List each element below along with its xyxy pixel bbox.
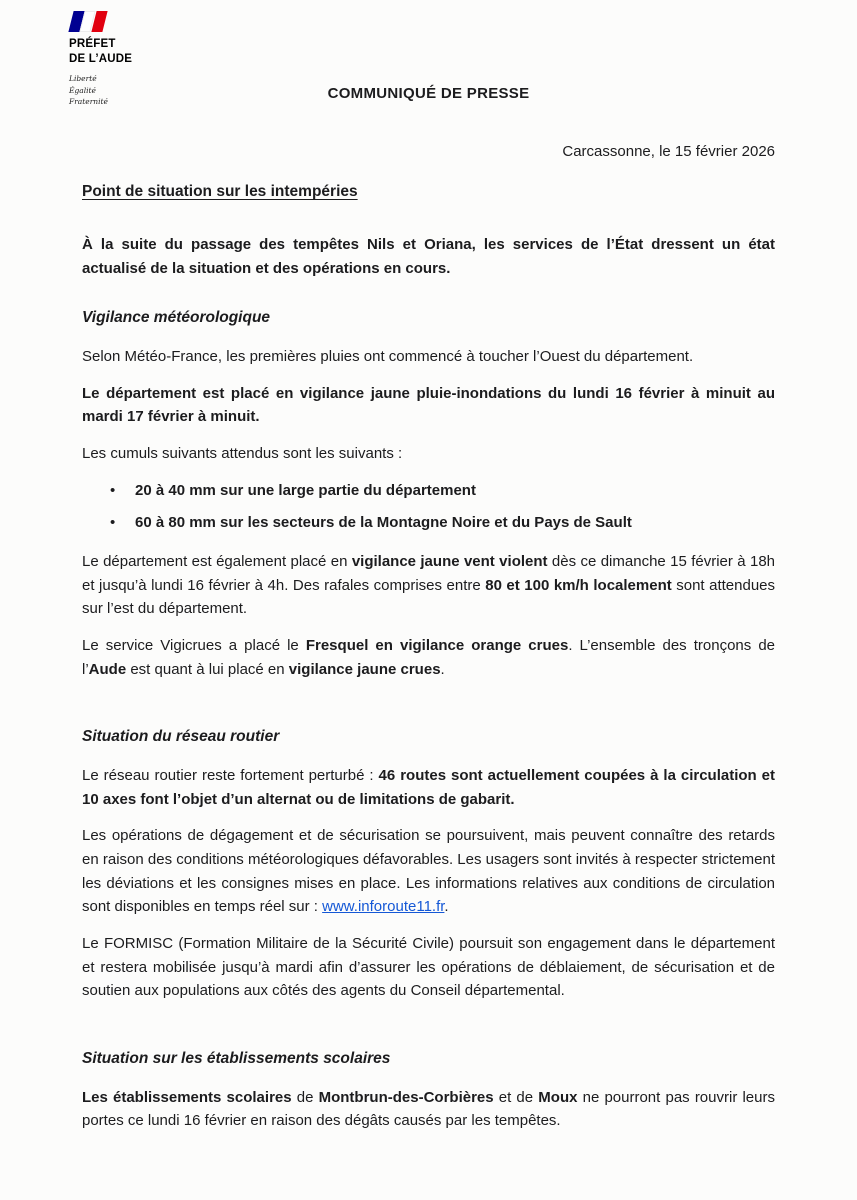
paragraph-vigicrues [82,634,775,681]
paragraph-formisc [82,932,775,1003]
paragraph-routes-coupees [82,764,775,811]
text-run: vigilance jaune vent violent [351,552,548,570]
prefect-name-line2: DE L’AUDE [69,52,133,65]
cumuls-bullet-list [82,479,775,535]
intro-paragraph [82,233,775,280]
bullet-item-cumul-2 [110,511,775,535]
text-run: Les cumuls suivants attendus sont les suivants : [82,444,403,462]
text-run: 80 et 100 km/h localement [485,576,672,594]
text-run: . [440,660,445,678]
text-run: Les établissements scolaires [82,1088,292,1106]
text-run: sont attendues sur l’est du département. [82,576,776,618]
paragraph-vigilance-jaune-pluie [82,382,775,429]
document-body [82,233,775,1133]
text-run: Aude [88,660,127,678]
press-release-heading: COMMUNIQUÉ DE PRESSE [327,85,530,102]
text-run: et de [493,1088,539,1106]
text-run: Le département est placé en vigilance jaune pluie-inondations du lundi 16 février à minuit au mardi 17 février à minuit. [82,384,775,426]
text-run: Fresquel en vigilance orange crues [305,637,569,655]
section-heading-reseau-routier: Situation du réseau routier [82,728,280,746]
text-run: Le service Vigicrues a placé le [82,637,306,655]
text-run: Les opérations de dégagement et de sécurisation se poursuivent, mais peuvent connaître des retards en raison des conditions météorologiques défavorables. Les usagers sont invités à respecter strictement les déviations et les consignes mises en place. Les informations relatives aux conditions de circulation sont disponibles en temps réel sur : [82,827,775,916]
text-run: Selon Météo-France, les premières pluies ont commencé à toucher l’Ouest du département. [82,347,694,365]
text-run: dès ce dimanche 15 février à 18h et jusqu’à lundi 16 février à 4h. Des rafales comprises entre [82,552,776,594]
paragraph-cumuls-intro [82,442,775,466]
text-run: est quant à lui placé en [126,660,289,678]
section-heading-vigilance-meteo: Vigilance météorologique [82,309,271,327]
bullet-item-cumul-1 [110,479,775,503]
dateline: Carcassonne, le 15 février 2026 [562,143,775,160]
prefect-name-line1: PRÉFET [69,38,116,50]
text-run: 20 à 40 mm sur une large partie du département [135,481,476,499]
prefect-name [69,37,132,67]
french-flag-icon [71,11,105,32]
text-run: Le FORMISC (Formation Militaire de la Sécurité Civile) poursuit son engagement dans le département et restera mobilisée jusqu’à mardi afin d’assurer les opérations de déblaiement, de sécurisation et de soutien aux populations aux côtés des agents du Conseil départemental. [82,935,775,1000]
section-heading-etablissements-scolaires: Situation sur les établissements scolaires [82,1050,391,1068]
text-run: Montbrun-des-Corbières [318,1088,494,1106]
text-run: Moux [538,1088,578,1106]
text-run: Le département est également placé en [82,552,352,570]
text-run: . L’ensemble des tronçons de l’ [82,637,776,678]
text-run: vigilance jaune crues [288,660,441,678]
inforoute-link[interactable]: www.inforoute11.fr [322,898,445,916]
text-run: Le réseau routier reste fortement perturbé : [82,766,379,784]
text-run: 46 routes sont actuellement coupées à la circulation et 10 axes font l’objet d’un alternat ou de limitations de gabarit. [82,766,776,808]
text-run: 60 à 80 mm sur les secteurs de la Montagne Noire et du Pays de Sault [135,514,632,532]
motto-liberte: Liberté [69,73,97,83]
text-run: . [444,898,449,916]
prefecture-logo [69,11,132,108]
text-run: de [291,1088,319,1106]
paragraph-operations-degagement [82,824,775,919]
text-run: ne pourront pas rouvrir leurs portes ce lundi 16 février en raison des dégâts causés par les tempêtes. [82,1088,775,1130]
paragraph-meteo-france [82,345,775,369]
paragraph-ecoles-fermees [82,1086,775,1133]
paragraph-vent-violent [82,550,775,621]
document-title: Point de situation sur les intempéries [82,183,358,200]
motto-fraternite: Fraternité [69,97,108,107]
text-run: À la suite du passage des tempêtes Nils et Oriana, les services de l’État dressent un état actualisé de la situation et des opérations en cours. [82,236,775,277]
republic-motto [69,73,132,108]
motto-egalite: Égalité [69,85,96,95]
